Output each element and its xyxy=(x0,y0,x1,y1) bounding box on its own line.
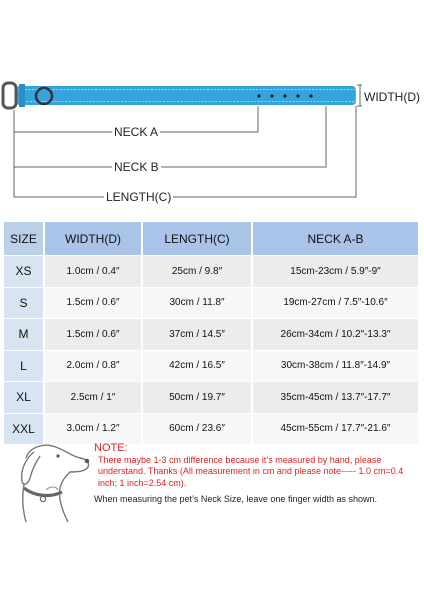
width-cell: 1.0cm / 0.4″ xyxy=(44,256,142,288)
note-disclaimer: There maybe 1-3 cm difference because it’s measured by hand, please understand. Thanks (All measurement in cm and please note----- 1.0 cm=0.4 inch; 1 inch=2.54 cm). xyxy=(98,454,404,488)
neck-cell: 35cm-45cm / 13.7″-17.7″ xyxy=(252,382,418,414)
length-label: LENGTH(C) xyxy=(106,190,172,204)
neck-b-line xyxy=(14,106,326,167)
width-cell: 2.0cm / 0.8″ xyxy=(44,350,142,382)
buckle-icon xyxy=(3,83,16,108)
length-cell: 42cm / 16.5″ xyxy=(142,350,252,382)
note-measure-tip: When measuring the pet’s Neck Size, leave one finger width as shown. xyxy=(94,494,377,504)
size-cell: XXL xyxy=(4,413,44,444)
collar-hole xyxy=(283,94,286,97)
neck-cell: 30cm-38cm / 11.8″-14.9″ xyxy=(252,350,418,382)
measurement-note xyxy=(94,443,416,506)
size-cell: S xyxy=(4,287,44,319)
length-cell: 25cm / 9.8″ xyxy=(142,256,252,288)
neck-a-label: NECK A xyxy=(114,125,159,139)
table-row xyxy=(4,256,418,288)
table-row xyxy=(4,287,418,319)
length-cell: 60cm / 23.6″ xyxy=(142,413,252,444)
length-line xyxy=(14,106,356,197)
header-width: WIDTH(D) xyxy=(44,222,142,256)
size-chart-table xyxy=(4,222,418,444)
collar-illustration xyxy=(0,0,424,215)
size-cell: XL xyxy=(4,382,44,414)
width-cell: 2.5cm / 1″ xyxy=(44,382,142,414)
neck-cell: 19cm-27cm / 7.5″-10.6″ xyxy=(252,287,418,319)
neck-cell: 26cm-34cm / 10.2″-13.3″ xyxy=(252,319,418,351)
note-title: NOTE: xyxy=(94,442,128,454)
collar-hole xyxy=(296,94,299,97)
width-cell: 1.5cm / 0.6″ xyxy=(44,287,142,319)
table-row xyxy=(4,350,418,382)
header-length: LENGTH(C) xyxy=(142,222,252,256)
size-cell: XS xyxy=(4,256,44,288)
neck-cell: 45cm-55cm / 17.7″-21.6″ xyxy=(252,413,418,444)
collar-hole xyxy=(309,94,312,97)
collar-hole xyxy=(257,94,260,97)
width-cell: 1.5cm / 0.6″ xyxy=(44,319,142,351)
collar-strap xyxy=(16,86,356,105)
collar-hole xyxy=(270,94,273,97)
size-cell: L xyxy=(4,350,44,382)
table-row xyxy=(4,319,418,351)
header-neck: NECK A-B xyxy=(252,222,418,256)
width-label: WIDTH(D) xyxy=(364,90,420,104)
dog-neck-measure-icon xyxy=(6,436,94,526)
collar-diagram xyxy=(0,0,424,215)
width-cell: 3.0cm / 1.2″ xyxy=(44,413,142,444)
table-row xyxy=(4,382,418,414)
neck-b-label: NECK B xyxy=(114,160,159,174)
length-cell: 37cm / 14.5″ xyxy=(142,319,252,351)
header-size: SIZE xyxy=(4,222,44,256)
neck-cell: 15cm-23cm / 5.9″-9″ xyxy=(252,256,418,288)
length-cell: 30cm / 11.8″ xyxy=(142,287,252,319)
size-cell: M xyxy=(4,319,44,351)
table-header-row xyxy=(4,222,418,256)
length-cell: 50cm / 19.7″ xyxy=(142,382,252,414)
collar-keeper xyxy=(19,84,25,107)
